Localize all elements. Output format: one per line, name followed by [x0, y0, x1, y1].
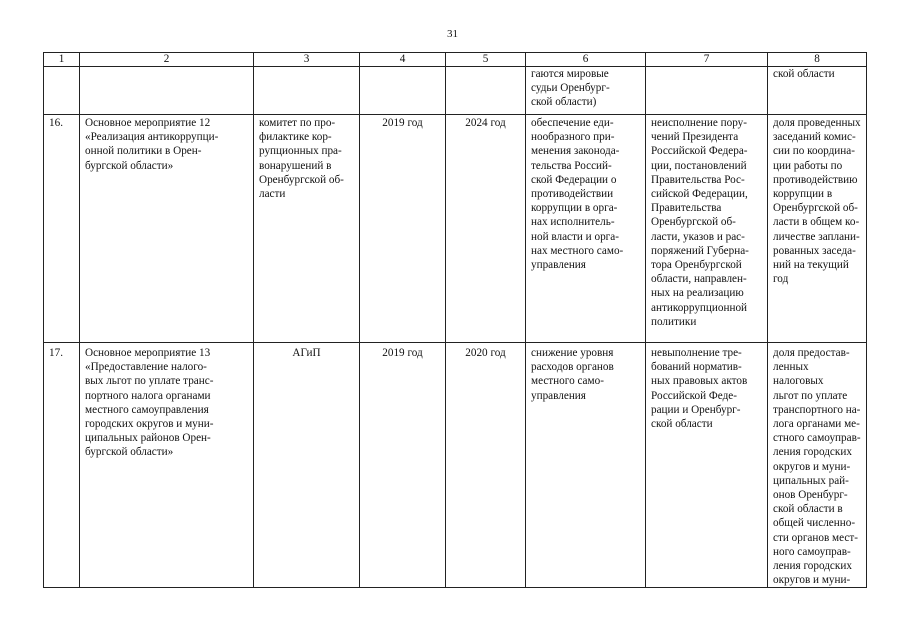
start-year-cell: 2019 год: [360, 115, 446, 343]
row-number: 17.: [44, 343, 80, 588]
column-header: 8: [768, 53, 867, 67]
column-header: 2: [80, 53, 254, 67]
indicator-cell: ской области: [768, 67, 867, 115]
continuation-row: [44, 67, 867, 115]
activity-cell: Основное мероприятие 13 «Предоставление налого- вых льгот по уплате транс- портного налога органами местного самоуправления городских округов и муни- ципальных районов Орен- бургской области»: [80, 343, 254, 588]
column-header: 7: [646, 53, 768, 67]
executor-cell: комитет по про- филактике кор- рупционных пра- вонарушений в Оренбургской об- ласти: [254, 115, 360, 343]
table-row: [44, 115, 867, 343]
table-cell: [446, 67, 526, 115]
result-cell: гаются мировые судьи Оренбург- ской области): [526, 67, 646, 115]
start-year-cell: 2019 год: [360, 343, 446, 588]
consequences-cell: неисполнение пору- чений Президента Российской Федера- ции, постановлений Правительства Рос- сийской Федерации, Правительства Оренбургской об- ласти, указов и рас- поряжений Губерна- тора Оренбургской области, направлен- ных на реализацию антикоррупционной политики: [646, 115, 768, 343]
column-header: 6: [526, 53, 646, 67]
end-year-cell: 2024 год: [446, 115, 526, 343]
activity-cell: Основное мероприятие 12 «Реализация антикоррупци- онной политики в Орен- бургской области»: [80, 115, 254, 343]
indicator-cell: доля предостав- ленных налоговых льгот по уплате транспортного на- лога органами ме- стного самоуправ- ления городских округов и муни- ципальных рай- онов Оренбург- ской области в общей численно- сти органов мест- ного самоуправ- ления городских округов и муни-: [768, 343, 867, 588]
column-header: 3: [254, 53, 360, 67]
table-cell: [646, 67, 768, 115]
column-number-row: [44, 53, 867, 67]
indicator-cell: доля проведенных заседаний комис- сии по координа- ции работы по противодействию коррупции в Оренбургской об- ласти в общем ко- личестве заплани- рованных заседа- ний на текущий год: [768, 115, 867, 343]
consequences-cell: невыполнение тре- бований норматив- ных правовых актов Российской Феде- рации и Оренбург- ской области: [646, 343, 768, 588]
row-number: 16.: [44, 115, 80, 343]
end-year-cell: 2020 год: [446, 343, 526, 588]
column-header: 4: [360, 53, 446, 67]
table-row: [44, 343, 867, 588]
table-cell: [254, 67, 360, 115]
result-cell: обеспечение еди- нообразного при- менения законода- тельства Россий- ской Федерации о противодействии коррупции в орга- нах исполнитель- ной власти и орга- нах местного само- управления: [526, 115, 646, 343]
column-header: 5: [446, 53, 526, 67]
column-header: 1: [44, 53, 80, 67]
result-cell: снижение уровня расходов органов местного само- управления: [526, 343, 646, 588]
table-cell: [80, 67, 254, 115]
page-number: 31: [447, 28, 458, 40]
executor-cell: АГиП: [254, 343, 360, 588]
table-cell: [360, 67, 446, 115]
table-cell: [44, 67, 80, 115]
program-activities-table: [43, 52, 867, 588]
